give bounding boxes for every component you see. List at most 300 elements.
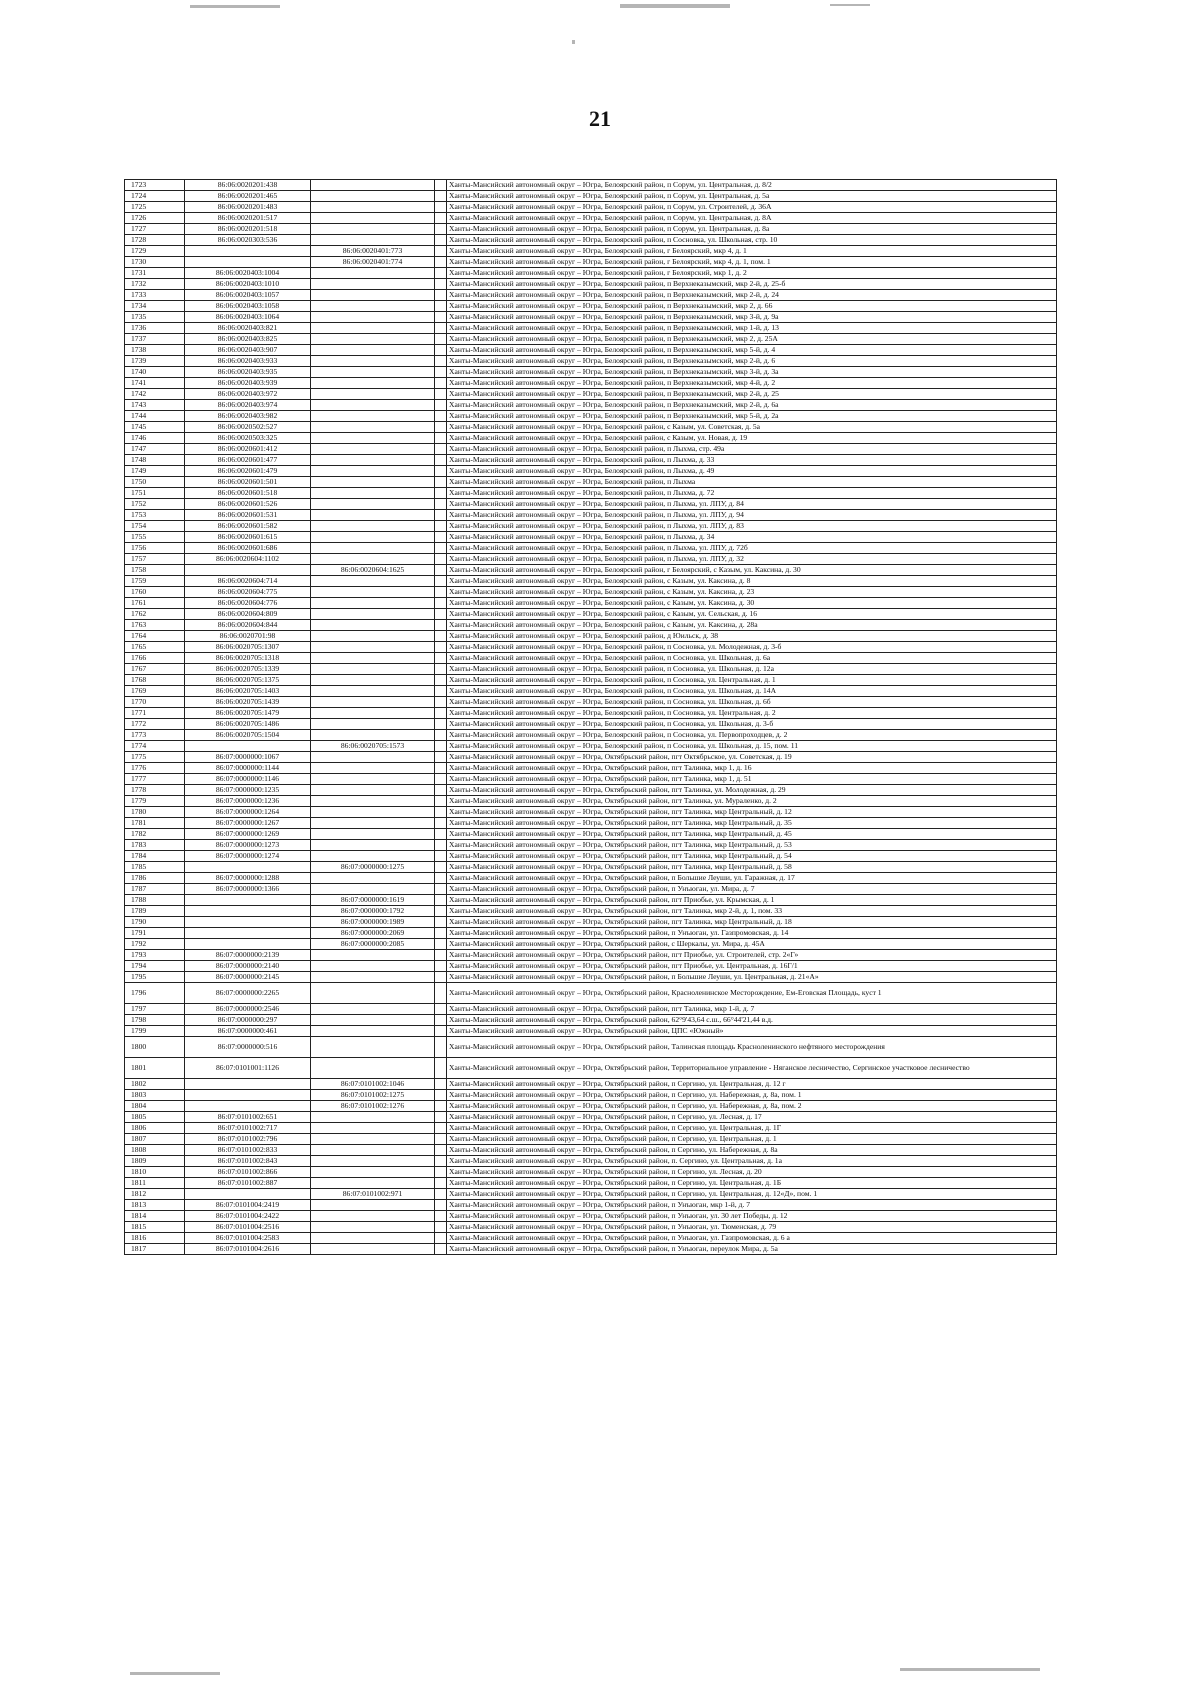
land-cadastral-number: 86:06:0020403:933 [185, 356, 311, 367]
table-row [125, 774, 1057, 785]
row-number: 1776 [125, 763, 185, 774]
spacer-cell [435, 939, 447, 950]
premises-cadastral-number [311, 1145, 435, 1156]
table-row [125, 510, 1057, 521]
premises-cadastral-number [311, 1178, 435, 1189]
row-number: 1751 [125, 488, 185, 499]
row-number: 1753 [125, 510, 185, 521]
row-number: 1736 [125, 323, 185, 334]
land-cadastral-number: 86:06:0020403:939 [185, 378, 311, 389]
spacer-cell [435, 851, 447, 862]
table-row [125, 1156, 1057, 1167]
address-cell: Ханты-Мансийский автономный округ – Югра, Октябрьский район, п Унъюган, ул. Мира, д. 7 [447, 884, 1057, 895]
premises-cadastral-number [311, 235, 435, 246]
premises-cadastral-number [311, 829, 435, 840]
row-number: 1778 [125, 785, 185, 796]
spacer-cell [435, 488, 447, 499]
premises-cadastral-number [311, 697, 435, 708]
address-cell: Ханты-Мансийский автономный округ – Югра, Белоярский район, п Верхнеказымский, мкр 2-й, д. 6а [447, 400, 1057, 411]
land-cadastral-number: 86:07:0101004:2516 [185, 1222, 311, 1233]
row-number: 1785 [125, 862, 185, 873]
row-number: 1812 [125, 1189, 185, 1200]
premises-cadastral-number [311, 455, 435, 466]
spacer-cell [435, 367, 447, 378]
land-cadastral-number: 86:06:0020403:1010 [185, 279, 311, 290]
premises-cadastral-number [311, 1222, 435, 1233]
land-cadastral-number: 86:07:0101002:651 [185, 1112, 311, 1123]
row-number: 1767 [125, 664, 185, 675]
premises-cadastral-number [311, 477, 435, 488]
row-number: 1792 [125, 939, 185, 950]
spacer-cell [435, 1211, 447, 1222]
address-cell: Ханты-Мансийский автономный округ – Югра, Белоярский район, г Белоярский, с Казым, ул. Каксина, д. 30 [447, 565, 1057, 576]
premises-cadastral-number [311, 1037, 435, 1058]
address-cell: Ханты-Мансийский автономный округ – Югра, Белоярский район, с Казым, ул. Сельская, д. 16 [447, 609, 1057, 620]
address-cell: Ханты-Мансийский автономный округ – Югра, Октябрьский район, ЦПС «Южный» [447, 1026, 1057, 1037]
address-cell: Ханты-Мансийский автономный округ – Югра, Белоярский район, д Юильск, д. 38 [447, 631, 1057, 642]
premises-cadastral-number [311, 543, 435, 554]
premises-cadastral-number [311, 1156, 435, 1167]
row-number: 1808 [125, 1145, 185, 1156]
address-cell: Ханты-Мансийский автономный округ – Югра, Белоярский район, п Сосновка, ул. Школьная, д. 15, пом. 11 [447, 741, 1057, 752]
table-row [125, 180, 1057, 191]
table-row [125, 862, 1057, 873]
address-cell: Ханты-Мансийский автономный округ – Югра, Октябрьский район, пгт Талинка, мкр Центральный, д. 58 [447, 862, 1057, 873]
spacer-cell [435, 433, 447, 444]
premises-cadastral-number [311, 708, 435, 719]
table-row [125, 257, 1057, 268]
row-number: 1769 [125, 686, 185, 697]
premises-cadastral-number: 86:07:0101002:1046 [311, 1079, 435, 1090]
spacer-cell [435, 653, 447, 664]
address-cell: Ханты-Мансийский автономный округ – Югра, Октябрьский район, п Унъюган, ул. Тюменская, д. 79 [447, 1222, 1057, 1233]
premises-cadastral-number: 86:07:0000000:1792 [311, 906, 435, 917]
row-number: 1811 [125, 1178, 185, 1189]
land-cadastral-number: 86:06:0020403:1058 [185, 301, 311, 312]
premises-cadastral-number [311, 224, 435, 235]
address-cell: Ханты-Мансийский автономный округ – Югра, Белоярский район, п Лыхма, стр. 49а [447, 444, 1057, 455]
spacer-cell [435, 774, 447, 785]
spacer-cell [435, 257, 447, 268]
row-number: 1795 [125, 972, 185, 983]
table-row [125, 268, 1057, 279]
land-cadastral-number: 86:07:0101004:2583 [185, 1233, 311, 1244]
premises-cadastral-number [311, 752, 435, 763]
premises-cadastral-number [311, 1244, 435, 1255]
spacer-cell [435, 224, 447, 235]
table-row [125, 213, 1057, 224]
land-cadastral-number: 86:06:0020201:518 [185, 224, 311, 235]
land-cadastral-number: 86:06:0020403:935 [185, 367, 311, 378]
spacer-cell [435, 1145, 447, 1156]
address-cell: Ханты-Мансийский автономный округ – Югра, Белоярский район, п Верхнеказымский, мкр 5-й, д. 2а [447, 411, 1057, 422]
address-cell: Ханты-Мансийский автономный округ – Югра, Белоярский район, п Лыхма, ул. ЛПУ, д. 84 [447, 499, 1057, 510]
address-cell: Ханты-Мансийский автономный округ – Югра, Октябрьский район, пгт Талинка, мкр Центральный, д. 35 [447, 818, 1057, 829]
address-cell: Ханты-Мансийский автономный округ – Югра, Белоярский район, п Сосновка, ул. Школьная, д. 3-б [447, 719, 1057, 730]
spacer-cell [435, 521, 447, 532]
table-row [125, 224, 1057, 235]
address-cell: Ханты-Мансийский автономный округ – Югра, Белоярский район, с Казым, ул. Каксина, д. 28а [447, 620, 1057, 631]
address-cell: Ханты-Мансийский автономный округ – Югра, Белоярский район, п Сосновка, ул. Школьная, д. 12а [447, 664, 1057, 675]
premises-cadastral-number [311, 334, 435, 345]
row-number: 1758 [125, 565, 185, 576]
table-row [125, 191, 1057, 202]
row-number: 1746 [125, 433, 185, 444]
table-row [125, 697, 1057, 708]
land-cadastral-number: 86:07:0000000:461 [185, 1026, 311, 1037]
premises-cadastral-number [311, 191, 435, 202]
land-cadastral-number: 86:07:0000000:1236 [185, 796, 311, 807]
premises-cadastral-number [311, 356, 435, 367]
premises-cadastral-number [311, 818, 435, 829]
table-row [125, 1200, 1057, 1211]
land-cadastral-number: 86:07:0000000:1146 [185, 774, 311, 785]
table-row [125, 906, 1057, 917]
premises-cadastral-number [311, 873, 435, 884]
row-number: 1734 [125, 301, 185, 312]
land-cadastral-number: 86:07:0000000:1366 [185, 884, 311, 895]
row-number: 1782 [125, 829, 185, 840]
spacer-cell [435, 301, 447, 312]
row-number: 1784 [125, 851, 185, 862]
premises-cadastral-number: 86:07:0101002:1275 [311, 1090, 435, 1101]
scan-speck [900, 1668, 1040, 1671]
row-number: 1756 [125, 543, 185, 554]
spacer-cell [435, 1101, 447, 1112]
spacer-cell [435, 1222, 447, 1233]
address-cell: Ханты-Мансийский автономный округ – Югра, Белоярский район, п Лыхма, ул. ЛПУ, д. 83 [447, 521, 1057, 532]
spacer-cell [435, 587, 447, 598]
spacer-cell [435, 400, 447, 411]
spacer-cell [435, 961, 447, 972]
land-cadastral-number: 86:06:0020705:1439 [185, 697, 311, 708]
address-cell: Ханты-Мансийский автономный округ – Югра, Белоярский район, п Верхнеказымский, мкр 2, д. 25А [447, 334, 1057, 345]
spacer-cell [435, 686, 447, 697]
row-number: 1794 [125, 961, 185, 972]
table-row [125, 290, 1057, 301]
table-row [125, 719, 1057, 730]
row-number: 1760 [125, 587, 185, 598]
land-cadastral-number [185, 895, 311, 906]
premises-cadastral-number [311, 411, 435, 422]
scan-speck [130, 1672, 220, 1675]
spacer-cell [435, 202, 447, 213]
land-cadastral-number: 86:07:0101002:796 [185, 1134, 311, 1145]
land-cadastral-number: 86:07:0000000:1269 [185, 829, 311, 840]
row-number: 1781 [125, 818, 185, 829]
land-cadastral-number: 86:06:0020604:714 [185, 576, 311, 587]
land-cadastral-number: 86:07:0000000:1273 [185, 840, 311, 851]
address-cell: Ханты-Мансийский автономный округ – Югра, Октябрьский район, пгт Талинка, мкр 2-й, д. 1, пом. 33 [447, 906, 1057, 917]
land-cadastral-number: 86:07:0101004:2422 [185, 1211, 311, 1222]
premises-cadastral-number [311, 345, 435, 356]
premises-cadastral-number [311, 653, 435, 664]
spacer-cell [435, 279, 447, 290]
address-cell: Ханты-Мансийский автономный округ – Югра, Белоярский район, п Верхнеказымский, мкр 4-й, д. 2 [447, 378, 1057, 389]
land-cadastral-number: 86:06:0020705:1479 [185, 708, 311, 719]
land-cadastral-number: 86:06:0020403:974 [185, 400, 311, 411]
land-cadastral-number: 86:06:0020403:1004 [185, 268, 311, 279]
premises-cadastral-number [311, 521, 435, 532]
land-cadastral-number: 86:06:0020705:1486 [185, 719, 311, 730]
table-row [125, 279, 1057, 290]
row-number: 1741 [125, 378, 185, 389]
address-cell: Ханты-Мансийский автономный округ – Югра, Белоярский район, г Белоярский, мкр 4, д. 1 [447, 246, 1057, 257]
spacer-cell [435, 565, 447, 576]
premises-cadastral-number [311, 499, 435, 510]
table-row [125, 840, 1057, 851]
row-number: 1742 [125, 389, 185, 400]
table-row [125, 488, 1057, 499]
land-cadastral-number: 86:06:0020604:844 [185, 620, 311, 631]
spacer-cell [435, 1112, 447, 1123]
row-number: 1791 [125, 928, 185, 939]
land-cadastral-number: 86:07:0101002:866 [185, 1167, 311, 1178]
row-number: 1724 [125, 191, 185, 202]
address-cell: Ханты-Мансийский автономный округ – Югра, Октябрьский район, п Сергино, ул. Набережная, д. 8а, пом. 1 [447, 1090, 1057, 1101]
row-number: 1799 [125, 1026, 185, 1037]
table-row [125, 1090, 1057, 1101]
row-number: 1723 [125, 180, 185, 191]
table-row [125, 983, 1057, 1004]
address-cell: Ханты-Мансийский автономный округ – Югра, Октябрьский район, п Унъюган, ул. Газпромовская, д. 14 [447, 928, 1057, 939]
land-cadastral-number [185, 906, 311, 917]
premises-cadastral-number [311, 851, 435, 862]
table-row [125, 895, 1057, 906]
spacer-cell [435, 455, 447, 466]
spacer-cell [435, 818, 447, 829]
row-number: 1749 [125, 466, 185, 477]
address-cell: Ханты-Мансийский автономный округ – Югра, Белоярский район, п Верхнеказымский, мкр 2-й, д. 6 [447, 356, 1057, 367]
table-row [125, 422, 1057, 433]
scan-speck [620, 4, 730, 8]
spacer-cell [435, 422, 447, 433]
table-row [125, 400, 1057, 411]
land-cadastral-number: 86:06:0020403:907 [185, 345, 311, 356]
land-cadastral-number: 86:06:0020601:518 [185, 488, 311, 499]
row-number: 1744 [125, 411, 185, 422]
row-number: 1779 [125, 796, 185, 807]
land-cadastral-number: 86:07:0101004:2419 [185, 1200, 311, 1211]
table-row [125, 312, 1057, 323]
spacer-cell [435, 697, 447, 708]
address-cell: Ханты-Мансийский автономный округ – Югра, Белоярский район, п Верхнеказымский, мкр 2-й, д. 24 [447, 290, 1057, 301]
premises-cadastral-number: 86:06:0020401:773 [311, 246, 435, 257]
table-row [125, 1145, 1057, 1156]
row-number: 1765 [125, 642, 185, 653]
address-cell: Ханты-Мансийский автономный округ – Югра, Белоярский район, п Верхнеказымский, мкр 2, д. 66 [447, 301, 1057, 312]
land-cadastral-number [185, 565, 311, 576]
land-cadastral-number [185, 1189, 311, 1200]
row-number: 1815 [125, 1222, 185, 1233]
table-row [125, 521, 1057, 532]
spacer-cell [435, 268, 447, 279]
land-cadastral-number: 86:06:0020705:1307 [185, 642, 311, 653]
table-row [125, 851, 1057, 862]
address-cell: Ханты-Мансийский автономный округ – Югра, Белоярский район, п Лыхма, ул. ЛПУ, д. 72б [447, 543, 1057, 554]
premises-cadastral-number: 86:06:0020705:1573 [311, 741, 435, 752]
premises-cadastral-number [311, 378, 435, 389]
spacer-cell [435, 191, 447, 202]
spacer-cell [435, 752, 447, 763]
land-cadastral-number: 86:06:0020604:809 [185, 609, 311, 620]
row-number: 1762 [125, 609, 185, 620]
premises-cadastral-number [311, 180, 435, 191]
row-number: 1766 [125, 653, 185, 664]
row-number: 1735 [125, 312, 185, 323]
spacer-cell [435, 873, 447, 884]
land-cadastral-number: 86:07:0000000:1288 [185, 873, 311, 884]
table-row [125, 939, 1057, 950]
address-cell: Ханты-Мансийский автономный округ – Югра, Октябрьский район, п. Сергино, ул. Центральная, д. 1а [447, 1156, 1057, 1167]
address-cell: Ханты-Мансийский автономный округ – Югра, Белоярский район, п Сосновка, ул. Центральная, д. 2 [447, 708, 1057, 719]
land-cadastral-number: 86:07:0101002:887 [185, 1178, 311, 1189]
address-cell: Ханты-Мансийский автономный округ – Югра, Октябрьский район, пгт Приобье, ул. Строителей, стр. 2«Г» [447, 950, 1057, 961]
address-cell: Ханты-Мансийский автономный округ – Югра, Белоярский район, п Сорум, ул. Центральная, д. 8А [447, 213, 1057, 224]
address-cell: Ханты-Мансийский автономный округ – Югра, Белоярский район, п Сосновка, ул. Школьная, стр. 10 [447, 235, 1057, 246]
spacer-cell [435, 576, 447, 587]
address-cell: Ханты-Мансийский автономный округ – Югра, Белоярский район, г Белоярский, мкр 4, д. 1, пом. 1 [447, 257, 1057, 268]
address-cell: Ханты-Мансийский автономный округ – Югра, Октябрьский район, п Сергино, ул. Лесная, д. 20 [447, 1167, 1057, 1178]
spacer-cell [435, 543, 447, 554]
premises-cadastral-number [311, 840, 435, 851]
table-row [125, 1101, 1057, 1112]
land-cadastral-number: 86:06:0020601:501 [185, 477, 311, 488]
row-number: 1745 [125, 422, 185, 433]
address-cell: Ханты-Мансийский автономный округ – Югра, Белоярский район, п Верхнеказымский, мкр 5-й, д. 4 [447, 345, 1057, 356]
land-cadastral-number: 86:07:0000000:1264 [185, 807, 311, 818]
spacer-cell [435, 1090, 447, 1101]
table-row [125, 1004, 1057, 1015]
premises-cadastral-number: 86:07:0101002:1276 [311, 1101, 435, 1112]
premises-cadastral-number [311, 719, 435, 730]
land-cadastral-number: 86:06:0020502:527 [185, 422, 311, 433]
table-row [125, 1167, 1057, 1178]
address-cell: Ханты-Мансийский автономный округ – Югра, Белоярский район, п Сосновка, ул. Молодежная, д. 3-б [447, 642, 1057, 653]
address-cell: Ханты-Мансийский автономный округ – Югра, Белоярский район, с Казым, ул. Каксина, д. 30 [447, 598, 1057, 609]
table-row [125, 928, 1057, 939]
spacer-cell [435, 345, 447, 356]
row-number: 1813 [125, 1200, 185, 1211]
land-cadastral-number [185, 917, 311, 928]
land-cadastral-number: 86:07:0000000:2139 [185, 950, 311, 961]
premises-cadastral-number: 86:07:0000000:1275 [311, 862, 435, 873]
spacer-cell [435, 1026, 447, 1037]
premises-cadastral-number [311, 983, 435, 1004]
premises-cadastral-number [311, 532, 435, 543]
table-row [125, 532, 1057, 543]
table-row [125, 686, 1057, 697]
premises-cadastral-number [311, 1200, 435, 1211]
land-cadastral-number: 86:06:0020303:536 [185, 235, 311, 246]
premises-cadastral-number [311, 1123, 435, 1134]
table-row [125, 807, 1057, 818]
table-row [125, 246, 1057, 257]
table-row [125, 873, 1057, 884]
address-cell: Ханты-Мансийский автономный округ – Югра, Белоярский район, п Лыхма, д. 34 [447, 532, 1057, 543]
land-cadastral-number: 86:07:0000000:516 [185, 1037, 311, 1058]
land-cadastral-number: 86:06:0020201:483 [185, 202, 311, 213]
row-number: 1803 [125, 1090, 185, 1101]
row-number: 1730 [125, 257, 185, 268]
spacer-cell [435, 862, 447, 873]
address-cell: Ханты-Мансийский автономный округ – Югра, Белоярский район, п Сорум, ул. Центральная, д. 8/2 [447, 180, 1057, 191]
scan-speck [190, 5, 280, 8]
spacer-cell [435, 554, 447, 565]
address-cell: Ханты-Мансийский автономный округ – Югра, Белоярский район, п Верхнеказымский, мкр 1-й, д. 13 [447, 323, 1057, 334]
spacer-cell [435, 378, 447, 389]
row-number: 1763 [125, 620, 185, 631]
row-number: 1727 [125, 224, 185, 235]
spacer-cell [435, 312, 447, 323]
spacer-cell [435, 356, 447, 367]
land-cadastral-number: 86:07:0101001:1126 [185, 1058, 311, 1079]
premises-cadastral-number [311, 884, 435, 895]
premises-cadastral-number: 86:07:0000000:2069 [311, 928, 435, 939]
address-cell: Ханты-Мансийский автономный округ – Югра, Белоярский район, с Казым, ул. Новая, д. 19 [447, 433, 1057, 444]
row-number: 1768 [125, 675, 185, 686]
address-cell: Ханты-Мансийский автономный округ – Югра, Белоярский район, п Сосновка, ул. Школьная, д. 6б [447, 697, 1057, 708]
address-cell: Ханты-Мансийский автономный округ – Югра, Белоярский район, п Лыхма, ул. ЛПУ, д. 32 [447, 554, 1057, 565]
row-number: 1809 [125, 1156, 185, 1167]
spacer-cell [435, 1189, 447, 1200]
address-cell: Ханты-Мансийский автономный округ – Югра, Белоярский район, п Верхнеказымский, мкр 3-й, д. 3а [447, 367, 1057, 378]
land-cadastral-number: 86:06:0020604:1102 [185, 554, 311, 565]
premises-cadastral-number [311, 763, 435, 774]
premises-cadastral-number [311, 1134, 435, 1145]
table-row [125, 466, 1057, 477]
address-cell: Ханты-Мансийский автономный округ – Югра, Белоярский район, п Лыхма [447, 477, 1057, 488]
premises-cadastral-number [311, 213, 435, 224]
land-cadastral-number [185, 928, 311, 939]
address-cell: Ханты-Мансийский автономный округ – Югра, Белоярский район, п Сорум, ул. Центральная, д. 5а [447, 191, 1057, 202]
table-row [125, 202, 1057, 213]
premises-cadastral-number [311, 367, 435, 378]
address-cell: Ханты-Мансийский автономный округ – Югра, Белоярский район, с Казым, ул. Каксина, д. 23 [447, 587, 1057, 598]
spacer-cell [435, 972, 447, 983]
row-number: 1807 [125, 1134, 185, 1145]
premises-cadastral-number [311, 1211, 435, 1222]
row-number: 1802 [125, 1079, 185, 1090]
land-cadastral-number: 86:07:0000000:1267 [185, 818, 311, 829]
land-cadastral-number: 86:06:0020705:1375 [185, 675, 311, 686]
land-cadastral-number: 86:07:0101002:843 [185, 1156, 311, 1167]
land-cadastral-number: 86:06:0020604:775 [185, 587, 311, 598]
row-number: 1810 [125, 1167, 185, 1178]
row-number: 1814 [125, 1211, 185, 1222]
row-number: 1761 [125, 598, 185, 609]
land-cadastral-number: 86:07:0000000:2140 [185, 961, 311, 972]
spacer-cell [435, 598, 447, 609]
address-cell: Ханты-Мансийский автономный округ – Югра, Октябрьский район, пгт Приобье, ул. Центральная, д. 16Г/1 [447, 961, 1057, 972]
premises-cadastral-number [311, 433, 435, 444]
row-number: 1739 [125, 356, 185, 367]
row-number: 1816 [125, 1233, 185, 1244]
premises-cadastral-number [311, 202, 435, 213]
spacer-cell [435, 477, 447, 488]
row-number: 1764 [125, 631, 185, 642]
table-row [125, 818, 1057, 829]
table-row [125, 323, 1057, 334]
address-cell: Ханты-Мансийский автономный округ – Югра, Белоярский район, п Верхнеказымский, мкр 2-й, д. 25-б [447, 279, 1057, 290]
row-number: 1796 [125, 983, 185, 1004]
address-cell: Ханты-Мансийский автономный округ – Югра, Белоярский район, п Верхнеказымский, мкр 3-й, д. 9а [447, 312, 1057, 323]
address-cell: Ханты-Мансийский автономный округ – Югра, Октябрьский район, Территориальное управление - Няганское лесничество, Сергинское участковое лесничество [447, 1058, 1057, 1079]
table-row [125, 389, 1057, 400]
table-row [125, 1026, 1057, 1037]
land-cadastral-number: 86:06:0020403:982 [185, 411, 311, 422]
spacer-cell [435, 1015, 447, 1026]
